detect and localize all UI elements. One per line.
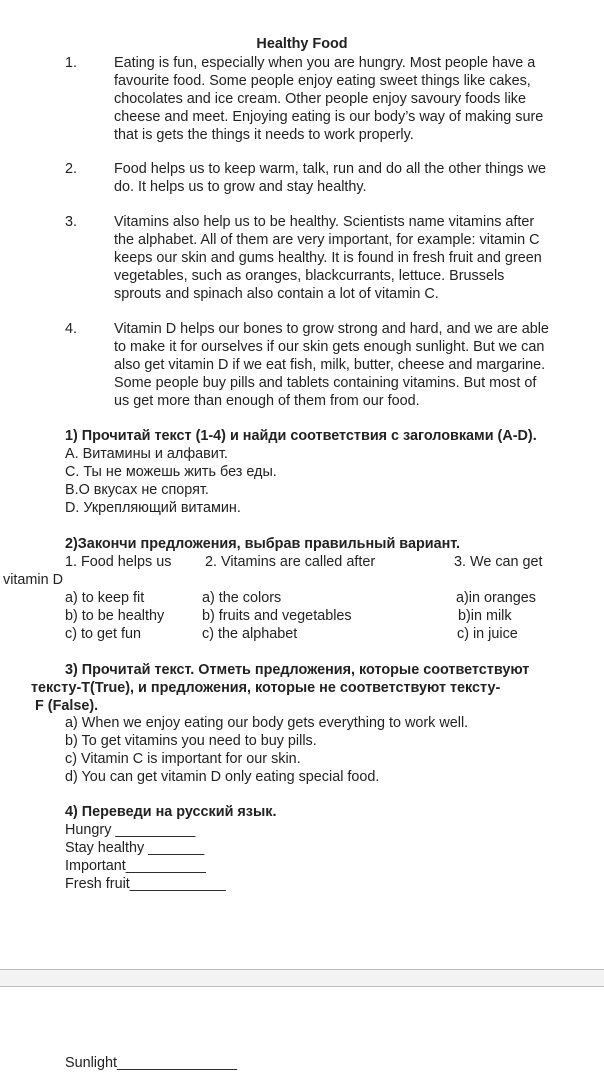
text-line: chocolates and ice cream. Other people enjoy savoury foods like [114,91,526,107]
text-line: Food helps us to keep warm, talk, run and do all the other things we [114,161,546,177]
text-line: do. It helps us to grow and stay healthy. [114,179,367,195]
translate-item: Hungry __________ [65,822,196,838]
text-line: keeps our skin and gums healthy. It is found in fresh fruit and green [114,250,542,266]
statement: d) You can get vitamin D only eating special food. [65,769,380,785]
task-heading: 4) Переведи на русский язык. [65,804,277,820]
translate-item-sunlight: Sunlight_______________ [65,1055,238,1071]
task-heading-line: 3) Прочитай текст. Отметь предложения, которые соответствуют [65,662,530,678]
text-line: Vitamins also help us to be healthy. Scientists name vitamins after [114,214,535,230]
translate-item: Important__________ [65,858,206,874]
paragraph-number: 4. [65,321,78,337]
option-q3: b)in milk [458,608,512,624]
option-q3: a)in oranges [456,590,536,606]
option-q1: b) to be healthy [65,608,165,624]
text-line: favourite food. Some people enjoy eating sweet things like cakes, [114,73,531,89]
text-line: sprouts and spinach also contain a lot of vitamin C. [114,286,439,302]
text-line: to make it for ourselves if our skin gets enough sunlight. But we can [114,339,545,355]
option-q1: a) to keep fit [65,590,145,606]
option-q2: c) the alphabet [202,626,298,642]
task-item: C. Ты не можешь жить без еды. [65,464,277,480]
paragraph-text [114,213,592,303]
page-break-line-bottom [0,986,604,987]
paragraph-text [114,320,592,410]
paragraph-number: 1. [65,55,78,71]
task-item: A. Витамины и алфавит. [65,446,228,462]
task-heading: 2)Закончи предложения, выбрав правильный вариант. [65,536,461,552]
page-break-band [0,969,604,986]
page-title: Healthy Food [256,36,348,52]
task-heading-line: тексту-T(True), и предложения, которые не соответствуют тексту- [31,680,501,696]
question-3-continued: vitamin D [3,572,63,588]
option-q2: a) the colors [202,590,282,606]
option-q1: c) to get fun [65,626,141,642]
text-line: Eating is fun, especially when you are hungry. Most people have a [114,55,536,71]
paragraph-number: 2. [65,161,78,177]
paragraph-number: 3. [65,214,78,230]
option-q3: c) in juice [457,626,518,642]
text-line: the alphabet. All of them are very important, for example: vitamin C [114,232,540,248]
text-line: that is gets the things it needs to work properly. [114,127,414,143]
statement: b) To get vitamins you need to buy pills. [65,733,317,749]
text-line: also get vitamin D if we eat fish, milk, butter, cheese and margarine. [114,357,546,373]
option-q2: b) fruits and vegetables [202,608,352,624]
translate-item: Fresh fruit____________ [65,876,226,892]
text-line: Vitamin D helps our bones to grow strong and hard, and we are able [114,321,549,337]
statement: a) When we enjoy eating our body gets everything to work well. [65,715,469,731]
paragraph-text [114,54,592,144]
statement: c) Vitamin C is important for our skin. [65,751,301,767]
question-3: 3. We can get [454,554,543,570]
question-1: 1. Food helps us [65,554,172,570]
task-heading: 1) Прочитай текст (1-4) и найди соответствия с заголовками (A-D). [65,428,537,444]
text-line: vegetables, such as oranges, blackcurrants, lettuce. Brussels [114,268,505,284]
translate-item: Stay healthy _______ [65,840,205,856]
question-2: 2. Vitamins are called after [205,554,376,570]
task-item: D. Укрепляющий витамин. [65,500,241,516]
task-item: B.О вкусах не спорят. [65,482,209,498]
paragraph-text [114,160,592,196]
page-break-line-top [0,969,604,970]
task-heading-line: F (False). [35,698,99,714]
text-line: cheese and meet. Enjoying eating is our body’s way of making sure [114,109,544,125]
text-line: Some people buy pills and tablets containing vitamins. But most of [114,375,537,391]
text-line: us get more than enough of them from our food. [114,393,420,409]
